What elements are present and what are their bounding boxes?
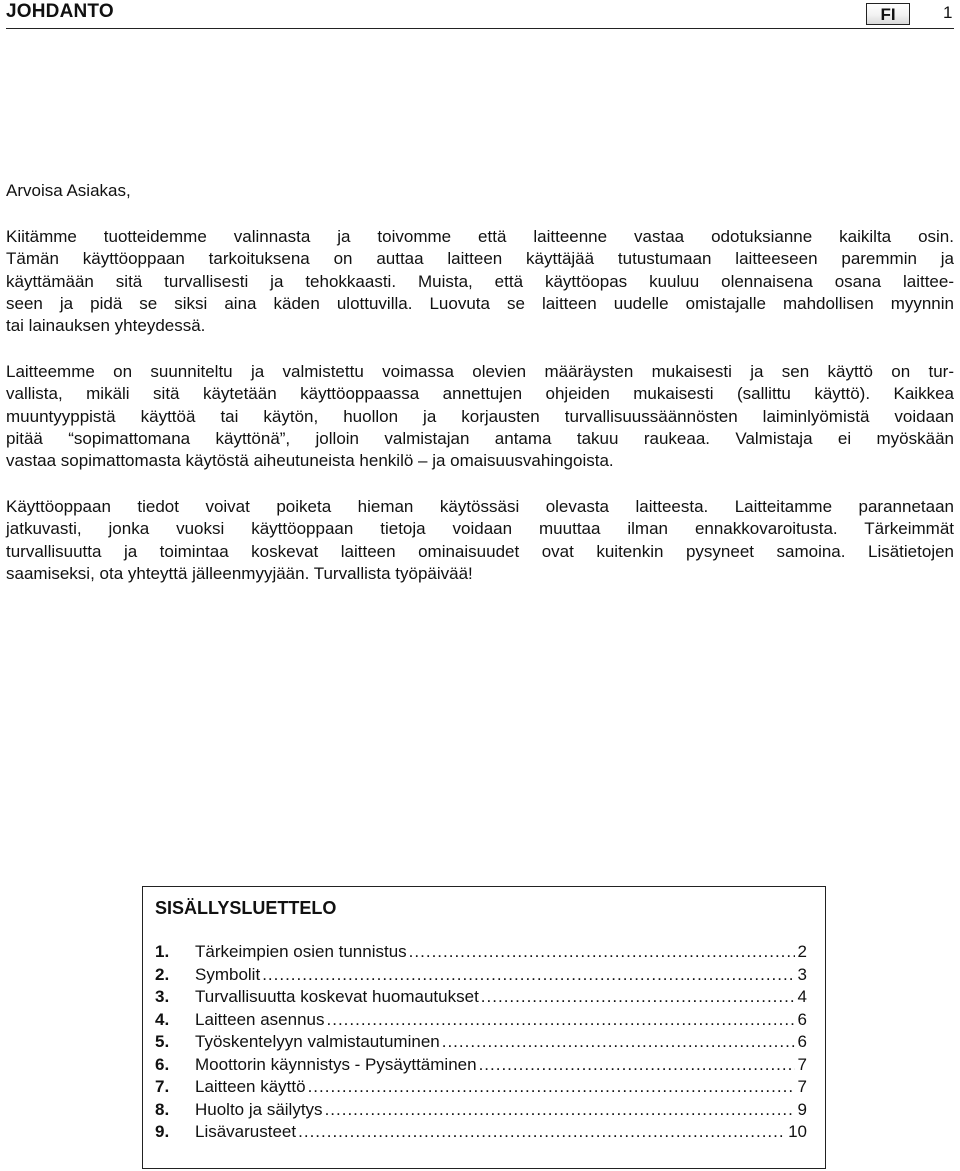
toc-item-label: Turvallisuutta koskevat huomautukset	[195, 987, 479, 1006]
toc-item-page: 7	[797, 1054, 807, 1074]
salutation: Arvoisa Asiakas,	[6, 181, 131, 200]
paragraph-line: vastaa sopimattomasta käytöstä aiheutuneista henkilö – ja omaisuusvahingoista.	[6, 451, 614, 471]
paragraph-line: pitää “sopimattomana käyttönä”, jolloin valmistajan antama takuu raukeaa. Valmistaja ei myöskään	[6, 428, 954, 448]
paragraph-line: Käyttöoppaan tiedot voivat poiketa hieman käytössäsi olevasta laitteesta. Laitteitamme parannetaan	[6, 497, 954, 517]
table-of-contents	[142, 886, 826, 1169]
toc-item	[155, 964, 807, 987]
toc-list	[155, 941, 807, 1144]
toc-item-label: Laitteen käyttö	[195, 1077, 306, 1096]
toc-item-label: Työskentelyyn valmistautuminen	[195, 1032, 440, 1051]
paragraph-line: turvallisuutta ja toimintaa koskevat laitteen ominaisuudet ovat kuitenkin pysyneet samoina. Lisätietojen	[6, 541, 954, 561]
toc-item	[155, 1121, 807, 1144]
paragraph-line: Kiitämme tuotteidemme valinnasta ja toivomme että laitteenne vastaa odotuksianne kaikilta osin.	[6, 227, 954, 247]
page-header	[0, 0, 960, 32]
paragraph-line: vallista, mikäli sitä käytetään käyttöoppaassa annettujen ohjeiden mukaisesti (sallittu käyttö). Kaikkea	[6, 384, 954, 404]
toc-item-number: 1.	[155, 942, 170, 961]
toc-item-label: Tärkeimpien osien tunnistus	[195, 942, 407, 961]
paragraph-line: käyttämään sitä turvallisesti ja tehokkaasti. Muista, että käyttöopas kuuluu olennaisena osana laittee-	[6, 271, 954, 291]
toc-item-page: 4	[797, 987, 807, 1006]
toc-item-label: Lisävarusteet	[195, 1122, 297, 1141]
toc-item-page: 9	[797, 1099, 807, 1119]
toc-leader-dots	[481, 986, 795, 1009]
paragraph-line: tai lainauksen yhteydessä.	[6, 316, 206, 336]
toc-item-page: 3	[797, 964, 807, 984]
toc-leader-dots	[262, 964, 794, 987]
toc-item-number: 4.	[155, 1009, 170, 1029]
toc-item-label: Huolto ja säilytys	[195, 1099, 323, 1119]
section-title: JOHDANTO	[6, 1, 114, 22]
toc-item-number: 6.	[155, 1054, 170, 1074]
toc-item	[155, 1054, 807, 1077]
paragraph-line: Laitteemme on suunniteltu ja valmistettu voimassa olevien määräysten mukaisesti ja sen käyttö on tur-	[6, 362, 954, 382]
toc-item-page: 6	[797, 1032, 807, 1051]
intro-text	[6, 180, 954, 609]
toc-leader-dots	[308, 1076, 795, 1099]
toc-item-number: 2.	[155, 964, 170, 984]
paragraph-line: Tämän käyttöoppaan tarkoituksena on auttaa laitteen käyttäjää tutustumaan laitteeseen paremmin ja	[6, 249, 954, 269]
intro-paragraph	[6, 496, 954, 585]
toc-item	[155, 1031, 807, 1054]
intro-paragraph	[6, 361, 954, 472]
toc-item-label: Laitteen asennus	[195, 1009, 325, 1029]
toc-leader-dots	[409, 941, 795, 964]
toc-item	[155, 941, 807, 964]
toc-item	[155, 986, 807, 1009]
toc-item-page: 2	[797, 942, 807, 961]
toc-item-page: 7	[797, 1077, 807, 1096]
toc-item-label: Symbolit	[195, 964, 261, 984]
intro-paragraph	[6, 226, 954, 337]
toc-leader-dots	[479, 1054, 795, 1077]
header-divider	[6, 28, 954, 29]
paragraph-line: seen ja pidä se siksi aina käden ulottuvilla. Luovuta se laitteen uudelle omistajalle mahdollisen myynnin	[6, 293, 954, 313]
toc-item-number: 5.	[155, 1032, 170, 1051]
toc-leader-dots	[298, 1121, 785, 1144]
toc-item-page: 6	[797, 1009, 807, 1029]
toc-leader-dots	[325, 1099, 795, 1122]
toc-item-number: 9.	[155, 1122, 170, 1141]
toc-item-number: 7.	[155, 1077, 170, 1096]
paragraph-line: saamiseksi, ota yhteyttä jälleenmyyjään. Turvallista työpäivää!	[6, 563, 473, 583]
toc-item	[155, 1099, 807, 1122]
toc-leader-dots	[442, 1031, 795, 1054]
paragraph-line: jatkuvasti, jonka vuoksi käyttöoppaan tietoja voidaan muuttaa ilman ennakkovaroitusta. Tärkeimmät	[6, 519, 954, 539]
toc-leader-dots	[327, 1009, 795, 1032]
intro-paragraphs	[6, 226, 954, 585]
language-badge: FI	[866, 3, 910, 25]
toc-item-page: 10	[788, 1122, 807, 1141]
toc-item	[155, 1076, 807, 1099]
toc-item-number: 3.	[155, 987, 170, 1006]
toc-item-number: 8.	[155, 1099, 170, 1119]
toc-item-label: Moottorin käynnistys - Pysäyttäminen	[195, 1054, 477, 1074]
paragraph-line: muuntyyppistä käyttöä tai käytön, huollon ja korjausten turvallisuussäännösten laiminlyömistä voidaan	[6, 406, 954, 426]
toc-item	[155, 1009, 807, 1032]
page-number: 1	[943, 3, 953, 22]
toc-title: SISÄLLYSLUETTELO	[155, 898, 337, 918]
